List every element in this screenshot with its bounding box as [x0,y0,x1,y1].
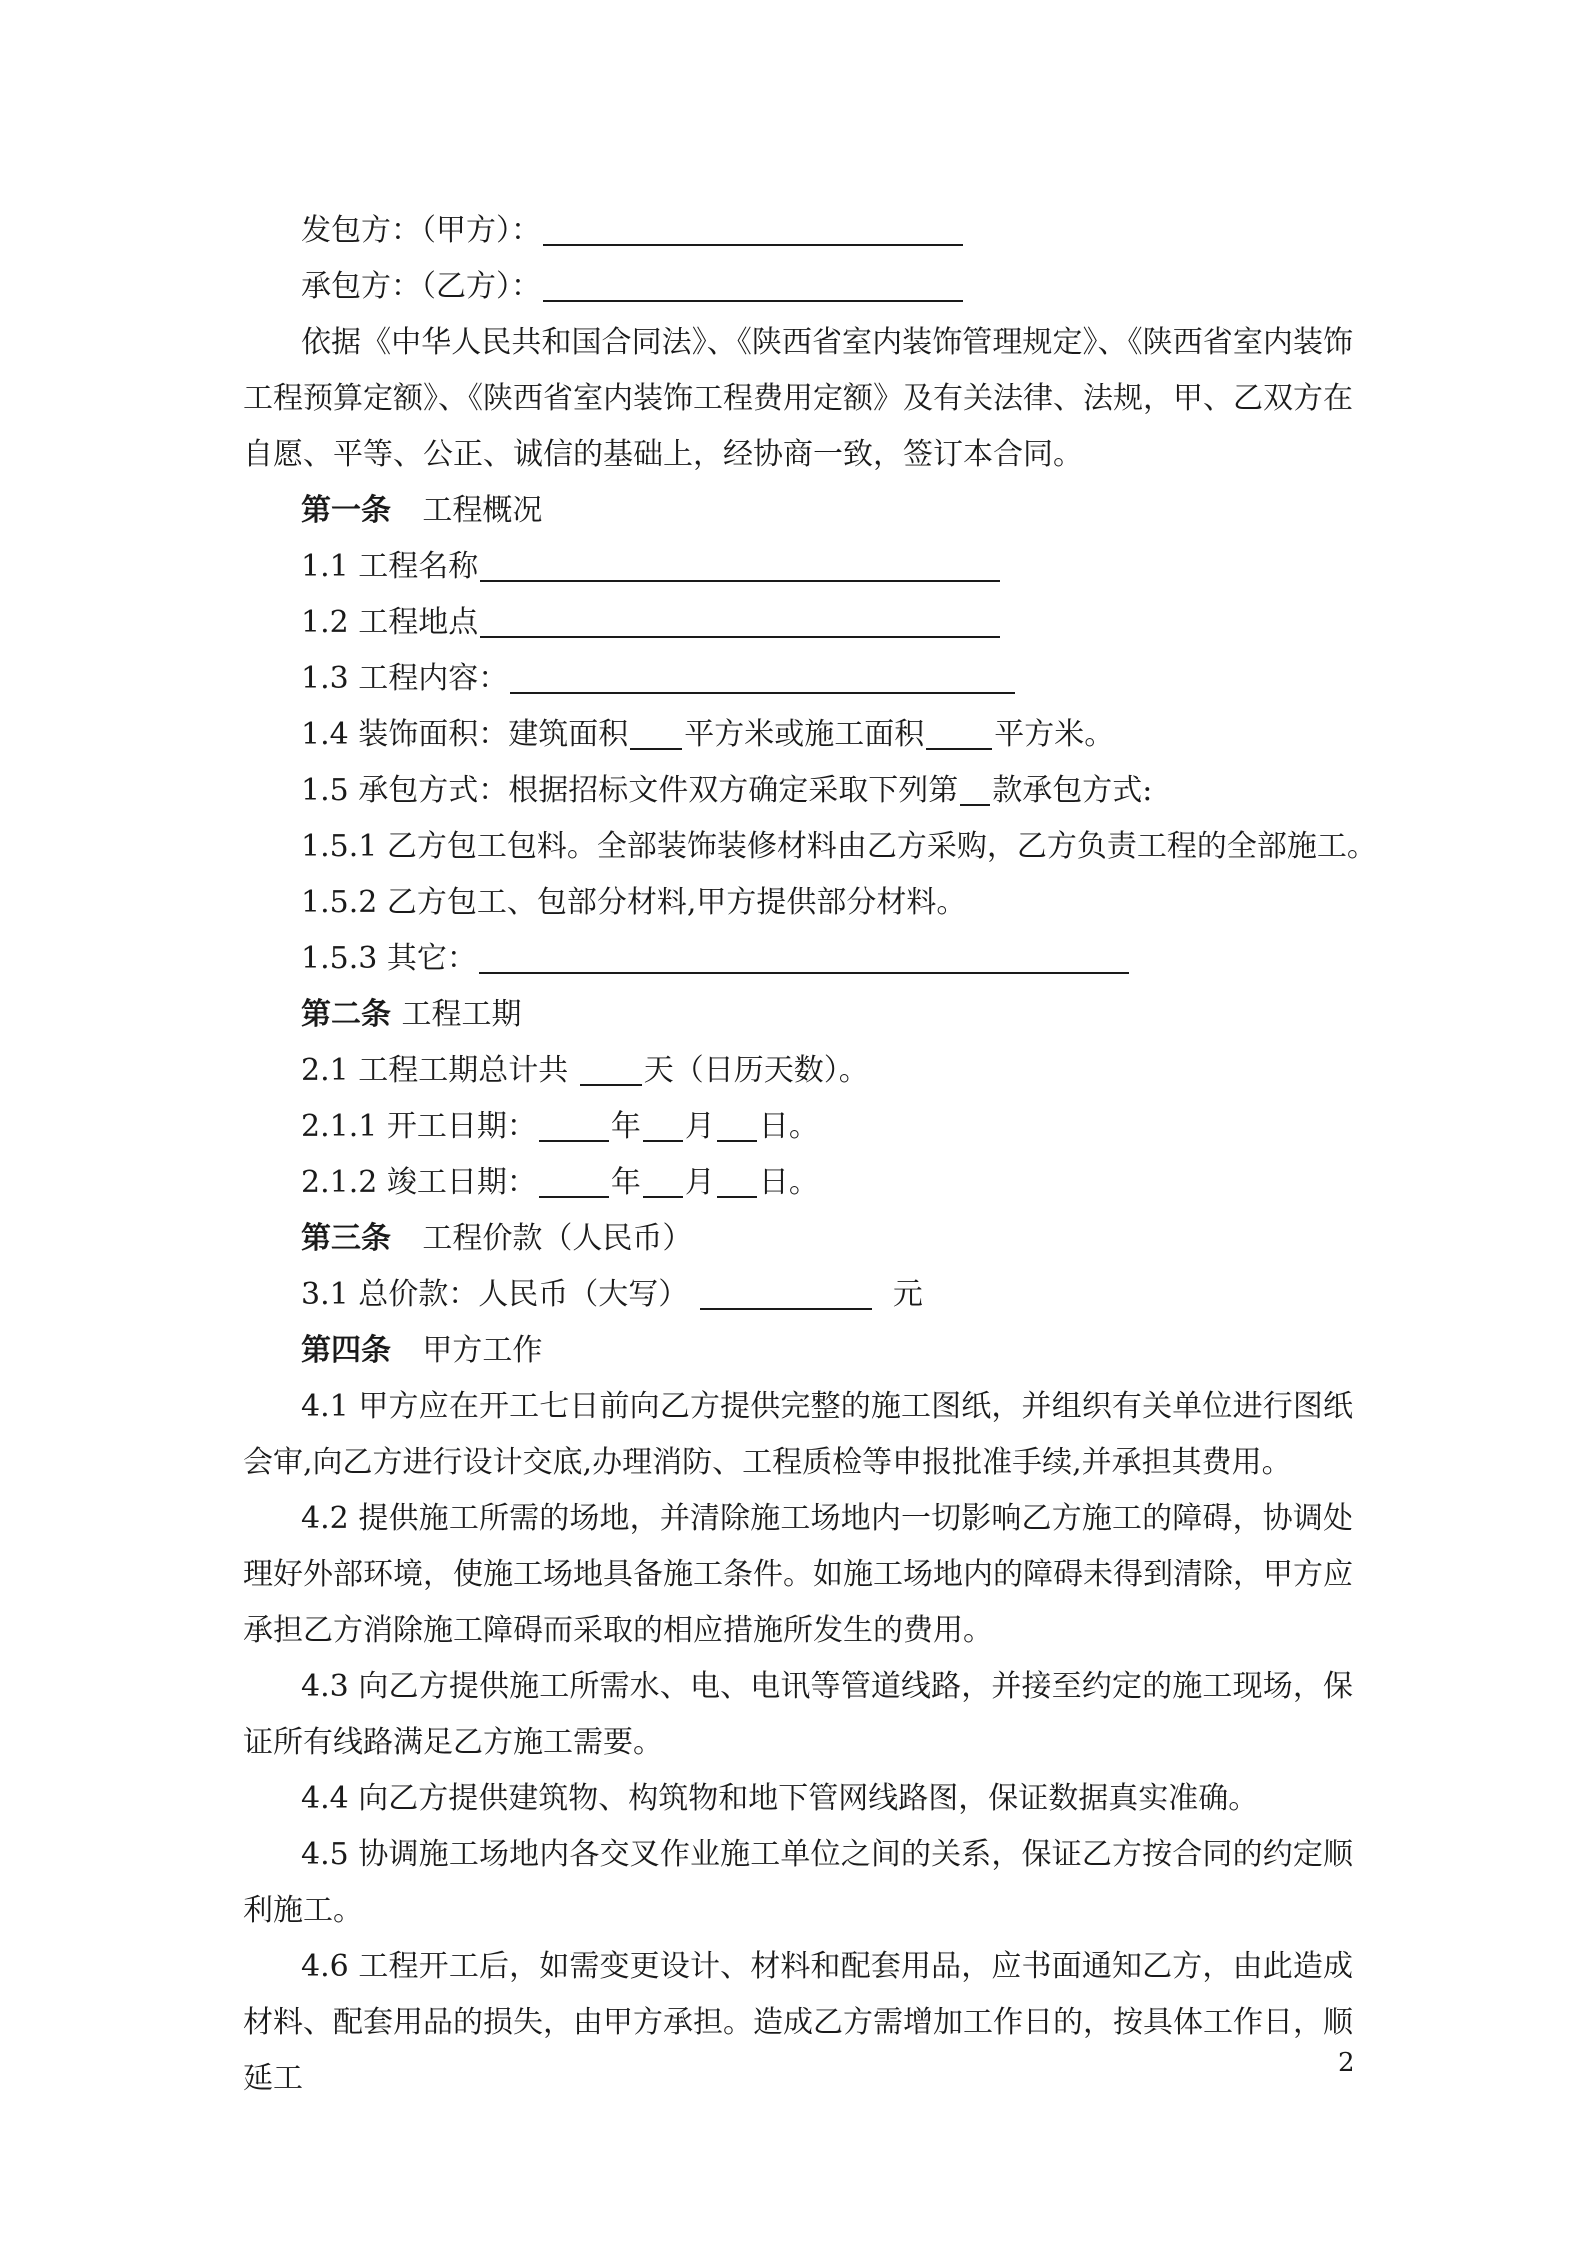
day-label: 日。 [758,1109,819,1144]
article-4-title: 第四条 [301,1333,391,1368]
start-year-blank [539,1110,609,1142]
mode-2-line: 1.5.2 乙方包工、包部分材料,甲方提供部分材料。 [301,885,967,920]
decoration-area-line [243,707,1353,763]
end-day-blank [717,1166,757,1198]
end-month-blank [643,1166,683,1198]
duration-line [243,1043,1353,1099]
total-price-line [243,1267,1353,1323]
construction-area-blank [926,718,992,750]
project-name-blank [480,550,1000,582]
total-price-blank [700,1278,872,1310]
end-date-line [243,1155,1353,1211]
article-4-subtitle: 甲方工作 [422,1333,543,1368]
party-a-blank [543,214,963,246]
start-date-label: 2.1.1 开工日期： [301,1109,537,1144]
area-mid: 平方米或施工面积 [684,717,925,752]
clause-4-5: 4.5 协调施工场地内各交叉作业施工单位之间的关系，保证乙方按合同的约定顺利施工。 [243,1837,1353,1928]
mode-prefix: 1.5 承包方式：根据招标文件双方确定采取下列第 [301,773,959,808]
project-location-blank [480,606,1000,638]
clause-4-3: 4.3 向乙方提供施工所需水、电、电讯等管道线路，并接至约定的施工现场，保证所有线路满足乙方施工需要。 [243,1669,1353,1760]
start-day-blank [717,1110,757,1142]
area-suffix: 平方米。 [994,717,1115,752]
article-4-heading [243,1323,1353,1379]
mode-3-label: 1.5.3 其它： [301,941,477,976]
end-date-label: 2.1.2 竣工日期： [301,1165,537,1200]
project-content-blank [510,662,1015,694]
month-label: 月 [684,1109,715,1144]
duration-prefix: 2.1 工程工期总计共 [301,1053,569,1088]
year-label: 年 [610,1165,641,1200]
article-1-title: 第一条 [301,493,391,528]
day-label: 日。 [758,1165,819,1200]
clause-4-2: 4.2 提供施工所需的场地，并清除施工场地内一切影响乙方施工的障碍，协调处理好外部环境，使施工场地具备施工条件。如施工场地内的障碍未得到清除，甲方应承担乙方消除施工障碍而采取的相应措施所发生的费用。 [243,1501,1353,1648]
mode-3-blank [479,942,1129,974]
contract-body [243,203,1377,2107]
article-1-subtitle: 工程概况 [422,493,543,528]
project-location-line [243,595,1353,651]
project-content-label: 1.3 工程内容： [301,661,509,696]
start-month-blank [643,1110,683,1142]
project-content-line [243,651,1353,707]
total-price-label: 3.1 总价款：人民币（大写） [301,1277,689,1312]
party-b-blank [543,270,963,302]
clause-4-4: 4.4 向乙方提供建筑物、构筑物和地下管网线路图，保证数据真实准确。 [301,1781,1259,1816]
mode-number-blank [960,774,990,806]
article-3-title: 第三条 [301,1221,391,1256]
contract-mode-line [243,763,1353,819]
page-number: 2 [1338,2048,1355,2078]
party-b-label: 承包方：（乙方）： [301,269,541,304]
year-label: 年 [610,1109,641,1144]
project-name-line [243,539,1353,595]
article-3-subtitle: 工程价款（人民币） [422,1221,693,1256]
project-name-label: 1.1 工程名称 [301,549,479,584]
party-b-line [243,259,1353,315]
clause-4-6: 4.6 工程开工后，如需变更设计、材料和配套用品，应书面通知乙方，由此造成材料、配套用品的损失，由甲方承担。造成乙方需增加工作日的，按具体工作日，顺延工 [243,1949,1353,2096]
project-location-label: 1.2 工程地点 [301,605,479,640]
mode-3-line [243,931,1353,987]
mode-suffix: 款承包方式: [992,773,1153,808]
end-year-blank [539,1166,609,1198]
area-prefix: 1.4 装饰面积：建筑面积 [301,717,629,752]
article-1-heading [243,483,1353,539]
mode-1-line: 1.5.1 乙方包工包料。全部装饰装修材料由乙方采购，乙方负责工程的全部施工。 [301,829,1377,864]
preamble-paragraph: 依据《中华人民共和国合同法》、《陕西省室内装饰管理规定》、《陕西省室内装饰工程预算定额》、《陕西省室内装饰工程费用定额》及有关法律、法规，甲、乙双方在自愿、平等、公正、诚信的基础上，经协商一致，签订本合同。 [243,325,1353,472]
article-2-heading [243,987,1353,1043]
building-area-blank [630,718,682,750]
month-label: 月 [684,1165,715,1200]
article-2-title: 第二条 [301,997,391,1032]
price-unit: 元 [892,1277,923,1312]
article-3-heading [243,1211,1353,1267]
duration-suffix: 天（日历天数）。 [643,1053,869,1088]
party-a-label: 发包方：（甲方）： [301,213,541,248]
party-a-line [243,203,1353,259]
article-2-subtitle: 工程工期 [401,997,522,1032]
duration-blank [580,1054,642,1086]
start-date-line [243,1099,1353,1155]
clause-4-1: 4.1 甲方应在开工七日前向乙方提供完整的施工图纸，并组织有关单位进行图纸会审,向乙方进行设计交底,办理消防、工程质检等申报批准手续,并承担其费用。 [243,1389,1353,1480]
